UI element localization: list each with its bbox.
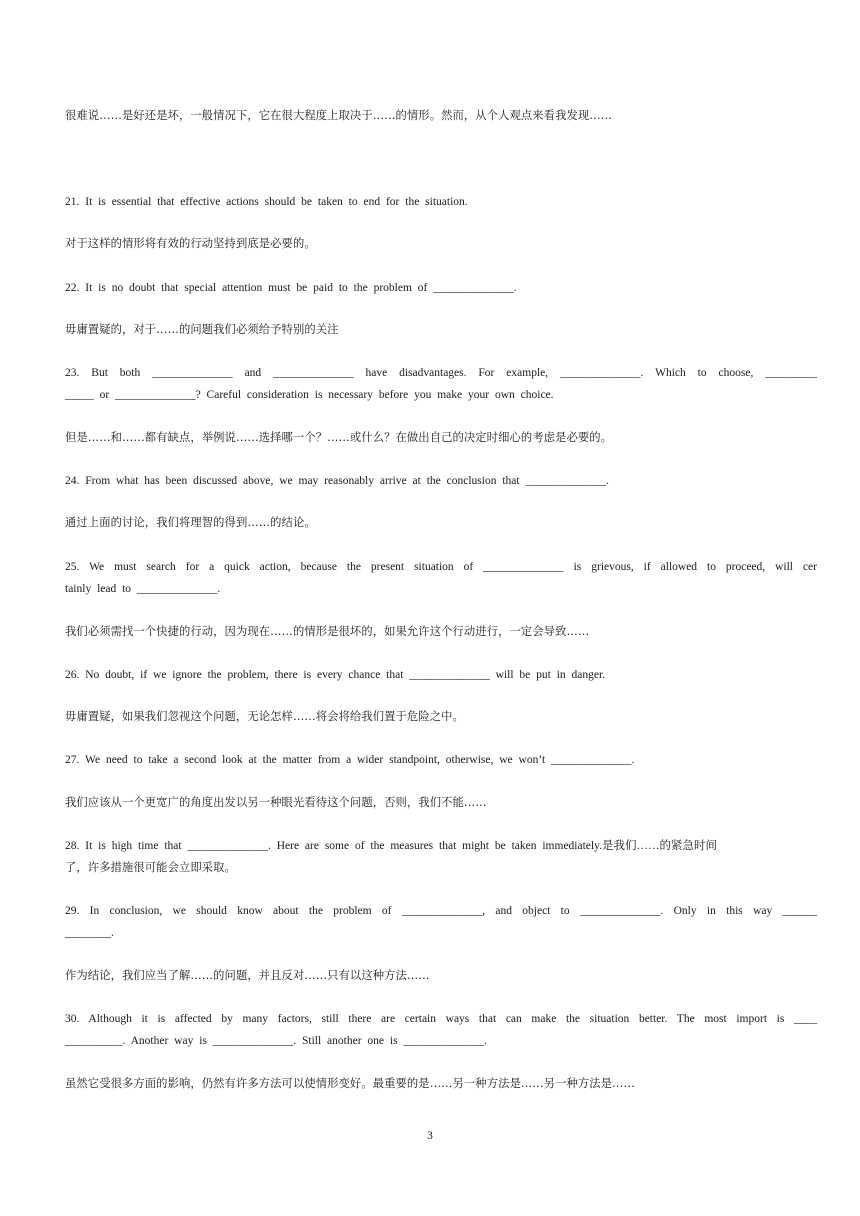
item-22-english: 22. It is no doubt that special attention must be paid to the problem of ______________. — [65, 282, 517, 294]
item-24-english: 24. From what has been discussed above, we may reasonably arrive at the conclusion that ______________. — [65, 475, 609, 487]
item-25-english-line-2: tainly lead to ______________. — [65, 583, 221, 595]
page-number: 3 — [427, 1130, 433, 1142]
item-27-chinese: 我们应该从一个更宽广的角度出发以另一种眼光看待这个问题，否则，我们不能…… — [65, 796, 487, 809]
intro-line: 很难说……是好还是坏，一般情况下，它在很大程度上取决于……的情形。然而，从个人观点来看我发现…… — [65, 109, 613, 122]
item-28-english-line-2: 了，许多措施很可能会立即采取。 — [65, 861, 236, 874]
item-21-english: 21. It is essential that effective actions should be taken to end for the situation. — [65, 196, 468, 208]
item-28-english-line-1: 28. It is high time that ______________. Here are some of the measures that might be taken immediately.是我们……的紧急时间 — [65, 840, 717, 852]
item-22-chinese: 毋庸置疑的，对于……的问题我们必须给予特别的关注 — [65, 323, 339, 336]
item-25-chinese: 我们必须需找一个快捷的行动，因为现在……的情形是很坏的，如果允许这个行动进行，一定会导致…… — [65, 625, 590, 638]
item-26-chinese: 毋庸置疑，如果我们忽视这个问题，无论怎样……将会将给我们置于危险之中。 — [65, 710, 464, 723]
item-29-chinese: 作为结论，我们应当了解……的问题，并且反对……只有以这种方法…… — [65, 969, 430, 982]
item-23-chinese: 但是……和……都有缺点，举例说……选择哪一个？……或什么？在做出自己的决定时细心的考虑是必要的。 — [65, 431, 613, 444]
item-24-chinese: 通过上面的讨论，我们将理智的得到……的结论。 — [65, 516, 316, 529]
item-30-english-line-2: __________. Another way is ______________. Still another one is ______________. — [65, 1035, 487, 1047]
item-23-english-line-2: _____ or ______________? Careful consideration is necessary before you make your own choice. — [65, 389, 554, 401]
item-26-english: 26. No doubt, if we ignore the problem, there is every chance that ______________ will be put in danger. — [65, 669, 606, 681]
item-25-english-line-1: 25. We must search for a quick action, because the present situation of ______________ is grievous, if allowed to proceed, will cer — [65, 561, 817, 573]
item-27-english: 27. We need to take a second look at the matter from a wider standpoint, otherwise, we won’t ______________. — [65, 754, 635, 766]
item-21-chinese: 对于这样的情形将有效的行动坚持到底是必要的。 — [65, 237, 316, 250]
item-23-english-line-1: 23. But both ______________ and ______________ have disadvantages. For example, ______________. Which to choose, _________ — [65, 367, 817, 379]
item-30-english-line-1: 30. Although it is affected by many factors, still there are certain ways that can make the situation better. The most import is ____ — [65, 1013, 817, 1025]
item-29-english-line-1: 29. In conclusion, we should know about the problem of ______________, and object to ______________. Only in this way ______ — [65, 905, 817, 917]
item-29-english-line-2: ________. — [65, 927, 114, 939]
item-30-chinese: 虽然它受很多方面的影响，仍然有许多方法可以使情形变好。最重要的是……另一种方法是……另一种方法是…… — [65, 1077, 635, 1090]
